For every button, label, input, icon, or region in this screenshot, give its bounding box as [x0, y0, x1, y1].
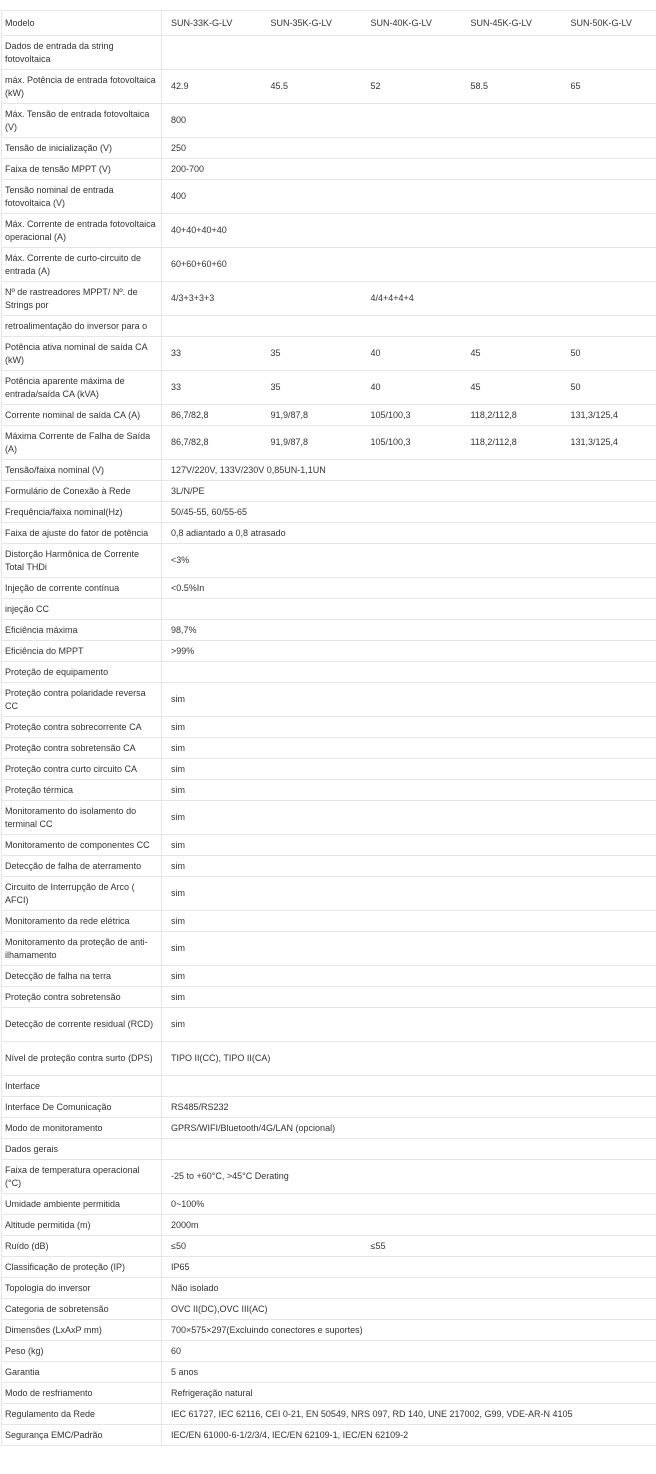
table-row	[2, 36, 656, 70]
row-value	[562, 282, 656, 316]
row-value: 52	[362, 70, 462, 104]
row-value: sim	[162, 738, 656, 759]
table-row	[2, 1008, 656, 1042]
row-value: 4/4+4+4+4	[362, 282, 462, 316]
table-row	[2, 856, 656, 877]
row-value: 42.9	[162, 70, 262, 104]
row-label: Categoria de sobretensão	[2, 1299, 162, 1320]
table-row	[2, 426, 656, 460]
row-value: 50	[562, 337, 656, 371]
row-value: 250	[162, 138, 656, 159]
row-value: 700×575×297(Excluindo conectores e suportes)	[162, 1320, 656, 1341]
row-value: RS485/RS232	[162, 1097, 656, 1118]
row-value	[262, 282, 362, 316]
table-row	[2, 1425, 656, 1446]
row-label: Segurança EMC/Padrão	[2, 1425, 162, 1446]
row-label: Potência aparente máxima de entrada/saída CA (kVA)	[2, 371, 162, 405]
row-label: Modo de resfriamento	[2, 1383, 162, 1404]
row-label: Injeção de corrente contínua	[2, 578, 162, 599]
table-row	[2, 70, 656, 104]
row-label: Regulamento da Rede	[2, 1404, 162, 1425]
row-value	[462, 282, 562, 316]
row-label: Formulário de Conexão à Rede	[2, 481, 162, 502]
row-value: 60+60+60+60	[162, 248, 656, 282]
table-row	[2, 835, 656, 856]
row-empty	[162, 1139, 656, 1160]
table-row	[2, 1278, 656, 1299]
row-label: Detecção de falha de aterramento	[2, 856, 162, 877]
row-value: 118,2/112,8	[462, 426, 562, 460]
table-row	[2, 1097, 656, 1118]
table-row	[2, 316, 656, 337]
table-row	[2, 1160, 656, 1194]
table-row	[2, 502, 656, 523]
table-row	[2, 11, 656, 36]
row-value: 5 anos	[162, 1362, 656, 1383]
table-row	[2, 1236, 656, 1257]
row-value	[462, 1236, 562, 1257]
table-row	[2, 248, 656, 282]
row-value: 105/100,3	[362, 426, 462, 460]
row-value: SUN-40K-G-LV	[362, 11, 462, 36]
row-value: 86,7/82,8	[162, 405, 262, 426]
row-label: Umidade ambiente permitida	[2, 1194, 162, 1215]
row-value: SUN-33K-G-LV	[162, 11, 262, 36]
row-value	[262, 1236, 362, 1257]
row-value: sim	[162, 987, 656, 1008]
row-value: IP65	[162, 1257, 656, 1278]
row-label: retroalimentação do inversor para o	[2, 316, 162, 337]
table-row	[2, 371, 656, 405]
row-value: 60	[162, 1341, 656, 1362]
table-row	[2, 1042, 656, 1076]
row-value: sim	[162, 966, 656, 987]
spec-table	[1, 10, 656, 1446]
table-row	[2, 759, 656, 780]
row-empty	[162, 599, 656, 620]
row-value: 3L/N/PE	[162, 481, 656, 502]
row-label: Máx. Corrente de entrada fotovoltaica operacional (A)	[2, 214, 162, 248]
row-label: Ruído (dB)	[2, 1236, 162, 1257]
row-value: 127V/220V, 133V/230V 0,85UN-1,1UN	[162, 460, 656, 481]
row-label: Faixa de temperatura operacional (°C)	[2, 1160, 162, 1194]
row-label: Proteção contra sobretensão CA	[2, 738, 162, 759]
row-label: Faixa de tensão MPPT (V)	[2, 159, 162, 180]
table-row	[2, 641, 656, 662]
row-value: 118,2/112,8	[462, 405, 562, 426]
row-label: Proteção contra sobrecorrente CA	[2, 717, 162, 738]
table-row	[2, 1341, 656, 1362]
row-value: 40+40+40+40	[162, 214, 656, 248]
table-row	[2, 138, 656, 159]
row-value: 40	[362, 337, 462, 371]
row-value: 2000m	[162, 1215, 656, 1236]
row-label: Topologia do inversor	[2, 1278, 162, 1299]
row-label: Altitude permitida (m)	[2, 1215, 162, 1236]
table-row	[2, 282, 656, 316]
table-row	[2, 987, 656, 1008]
row-value: 200-700	[162, 159, 656, 180]
row-value: >99%	[162, 641, 656, 662]
row-value: sim	[162, 1008, 656, 1042]
table-row	[2, 1118, 656, 1139]
row-value: sim	[162, 683, 656, 717]
table-row	[2, 738, 656, 759]
row-value: ≤55	[362, 1236, 462, 1257]
row-label: Tensão/faixa nominal (V)	[2, 460, 162, 481]
table-row	[2, 911, 656, 932]
row-label: Garantia	[2, 1362, 162, 1383]
row-label: Monitoramento da rede elétrica	[2, 911, 162, 932]
row-label: Faixa de ajuste do fator de potência	[2, 523, 162, 544]
row-value: 35	[262, 337, 362, 371]
row-value: SUN-35K-G-LV	[262, 11, 362, 36]
table-row	[2, 717, 656, 738]
row-label: Monitoramento da proteção de anti-ilhamamento	[2, 932, 162, 966]
row-value: IEC/EN 61000-6-1/2/3/4, IEC/EN 62109-1, IEC/EN 62109-2	[162, 1425, 656, 1446]
table-row	[2, 966, 656, 987]
row-label: Dados gerais	[2, 1139, 162, 1160]
row-value: 4/3+3+3+3	[162, 282, 262, 316]
table-row	[2, 877, 656, 911]
row-label: Tensão de inicialização (V)	[2, 138, 162, 159]
row-label: Circuito de Interrupção de Arco ( AFCI)	[2, 877, 162, 911]
row-value: 58.5	[462, 70, 562, 104]
table-row	[2, 1076, 656, 1097]
row-value: <3%	[162, 544, 656, 578]
row-label: Distorção Harmônica de Corrente Total THDi	[2, 544, 162, 578]
row-label: Corrente nominal de saída CA (A)	[2, 405, 162, 426]
row-label: Interface De Comunicação	[2, 1097, 162, 1118]
row-value: sim	[162, 759, 656, 780]
row-value: sim	[162, 856, 656, 877]
row-label: Tensão nominal de entrada fotovoltaica (V)	[2, 180, 162, 214]
row-value: 131,3/125,4	[562, 405, 656, 426]
row-value: 50	[562, 371, 656, 405]
table-row	[2, 159, 656, 180]
table-row	[2, 1383, 656, 1404]
table-row	[2, 214, 656, 248]
row-label: Máxima Corrente de Falha de Saída (A)	[2, 426, 162, 460]
row-label: Nº de rastreadores MPPT/ Nº. de Strings por	[2, 282, 162, 316]
table-row	[2, 662, 656, 683]
row-value: 35	[262, 371, 362, 405]
table-row	[2, 1320, 656, 1341]
row-value: 45.5	[262, 70, 362, 104]
table-row	[2, 683, 656, 717]
table-row	[2, 1362, 656, 1383]
row-label: Eficiência máxima	[2, 620, 162, 641]
row-value: 105/100,3	[362, 405, 462, 426]
row-value: 45	[462, 337, 562, 371]
row-label: Proteção contra polaridade reversa CC	[2, 683, 162, 717]
row-value: Refrigeração natural	[162, 1383, 656, 1404]
row-value: 0,8 adiantado a 0,8 atrasado	[162, 523, 656, 544]
row-label: Proteção contra sobretensão	[2, 987, 162, 1008]
row-value: 65	[562, 70, 656, 104]
row-value: 40	[362, 371, 462, 405]
row-value: SUN-50K-G-LV	[562, 11, 656, 36]
row-label: Máx. Corrente de curto-circuito de entrada (A)	[2, 248, 162, 282]
row-value: ≤50	[162, 1236, 262, 1257]
table-row	[2, 1215, 656, 1236]
row-empty	[162, 316, 656, 337]
row-empty	[162, 1076, 656, 1097]
row-label: Classificação de proteção (IP)	[2, 1257, 162, 1278]
row-label: Dimensões (LxAxP mm)	[2, 1320, 162, 1341]
table-row	[2, 104, 656, 138]
table-row	[2, 180, 656, 214]
row-value: sim	[162, 835, 656, 856]
row-value: sim	[162, 911, 656, 932]
row-value: 86,7/82,8	[162, 426, 262, 460]
row-value: 98,7%	[162, 620, 656, 641]
row-label: Monitoramento de componentes CC	[2, 835, 162, 856]
row-value: 91,9/87,8	[262, 405, 362, 426]
row-label: Peso (kg)	[2, 1341, 162, 1362]
table-row	[2, 620, 656, 641]
row-value: sim	[162, 932, 656, 966]
row-label: Monitoramento do isolamento do terminal CC	[2, 801, 162, 835]
row-label: Modo de monitoramento	[2, 1118, 162, 1139]
row-label: Dados de entrada da string fotovoltaica	[2, 36, 162, 70]
row-label: Modelo	[2, 11, 162, 36]
row-value: 50/45-55, 60/55-65	[162, 502, 656, 523]
table-row	[2, 1139, 656, 1160]
table-row	[2, 1257, 656, 1278]
row-value: 91,9/87,8	[262, 426, 362, 460]
table-row	[2, 1194, 656, 1215]
table-row	[2, 523, 656, 544]
row-label: Máx. Tensão de entrada fotovoltaica (V)	[2, 104, 162, 138]
row-value: 400	[162, 180, 656, 214]
row-value: 0~100%	[162, 1194, 656, 1215]
row-value: OVC II(DC),OVC III(AC)	[162, 1299, 656, 1320]
table-row	[2, 481, 656, 502]
row-value: 33	[162, 337, 262, 371]
row-label: Frequência/faixa nominal(Hz)	[2, 502, 162, 523]
row-value: 33	[162, 371, 262, 405]
row-label: Nível de proteção contra surto (DPS)	[2, 1042, 162, 1076]
table-row	[2, 405, 656, 426]
table-row	[2, 780, 656, 801]
row-value: IEC 61727, IEC 62116, CEI 0-21, EN 50549, NRS 097, RD 140, UNE 217002, G99, VDE-AR-N 4105	[162, 1404, 656, 1425]
row-label: Interface	[2, 1076, 162, 1097]
row-value: -25 to +60°C, >45°C Derating	[162, 1160, 656, 1194]
table-row	[2, 932, 656, 966]
row-label: Eficiência do MPPT	[2, 641, 162, 662]
row-empty	[162, 36, 656, 70]
table-row	[2, 1299, 656, 1320]
row-value: 45	[462, 371, 562, 405]
row-label: máx. Potência de entrada fotovoltaica (kW)	[2, 70, 162, 104]
row-label: Potência ativa nominal de saída CA (kW)	[2, 337, 162, 371]
row-label: Detecção de corrente residual (RCD)	[2, 1008, 162, 1042]
table-row	[2, 337, 656, 371]
spec-table-body	[2, 11, 656, 1446]
row-value	[562, 1236, 656, 1257]
row-label: Proteção de equipamento	[2, 662, 162, 683]
table-row	[2, 460, 656, 481]
row-value: sim	[162, 717, 656, 738]
table-row	[2, 578, 656, 599]
row-value: GPRS/WIFI/Bluetooth/4G/LAN (opcional)	[162, 1118, 656, 1139]
row-label: Detecção de falha na terra	[2, 966, 162, 987]
row-value: Não isolado	[162, 1278, 656, 1299]
table-row	[2, 801, 656, 835]
row-value: sim	[162, 780, 656, 801]
row-value: 800	[162, 104, 656, 138]
table-row	[2, 1404, 656, 1425]
row-label: Proteção contra curto circuito CA	[2, 759, 162, 780]
row-value: sim	[162, 877, 656, 911]
row-value: TIPO II(CC), TIPO II(CA)	[162, 1042, 656, 1076]
row-value: sim	[162, 801, 656, 835]
row-label: injeção CC	[2, 599, 162, 620]
row-value: SUN-45K-G-LV	[462, 11, 562, 36]
table-row	[2, 599, 656, 620]
row-value: <0.5%In	[162, 578, 656, 599]
row-label: Proteção térmica	[2, 780, 162, 801]
table-row	[2, 544, 656, 578]
row-value: 131,3/125,4	[562, 426, 656, 460]
row-empty	[162, 662, 656, 683]
